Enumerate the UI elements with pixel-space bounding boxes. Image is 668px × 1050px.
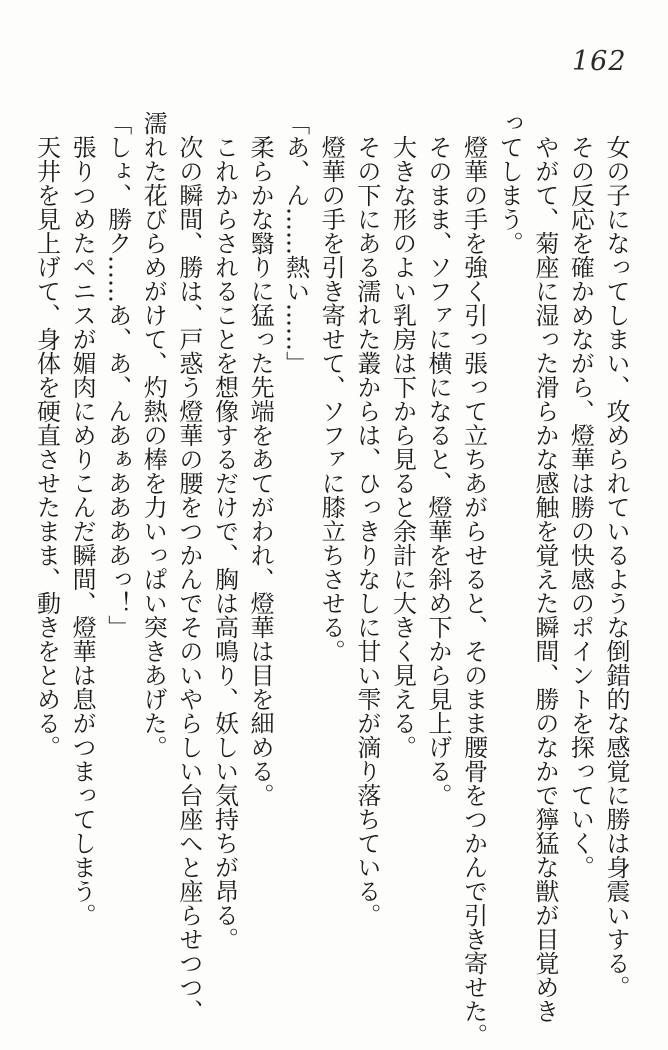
text-line: 大きな形のよい乳房は下から見ると余計に大きく見える。 — [388, 111, 417, 759]
text-line: 天井を見上げて、身体を硬直させたまま、動きをとめる。 — [32, 111, 61, 759]
text-line: その反応を確かめながら、燈華は勝の快感のポイントを探っていく。 — [566, 111, 595, 879]
text-line: 次の瞬間、勝は、戸惑う燈華の腰をつかんでそのいやらしい台座へと座らせつつ、 — [174, 111, 203, 1023]
text-line: 燈華の手を引き寄せて、ソファに膝立ちさせる。 — [317, 111, 346, 663]
text-line: 濡れた花びらめがけて、灼熱の棒を力いっぱい突きあげた。 — [139, 111, 168, 759]
text-line: 「あ、ん……熱い……」 — [281, 111, 310, 375]
text-line: これからされることを想像するだけで、胸は高鳴り、妖しい気持ちが昂る。 — [210, 111, 239, 951]
text-line: 燈華の手を強く引っ張って立ちあがらせると、そのまま腰骨をつかんで引き寄せた。 — [459, 111, 488, 1047]
text-line: やがて、菊座に湿った滑らかな感触を覚えた瞬間、勝のなかで獰猛な獣が目覚めき — [530, 111, 559, 1023]
text-line: ってしまう。 — [495, 111, 524, 255]
text-line: その下にある濡れた叢からは、ひっきりなしに甘い雫が滴り落ちている。 — [352, 111, 381, 927]
page-number: 162 — [572, 46, 627, 77]
text-line: 張りつめたペニスが媚肉にめりこんだ瞬間、燈華は息がつまってしまう。 — [68, 111, 97, 927]
text-line: 「しょ、勝ク……あ、あ、んあぁああああっ！」 — [103, 111, 132, 639]
text-block — [28, 111, 633, 1047]
text-line: 柔らかな翳りに猛った先端をあてがわれ、燈華は目を細める。 — [246, 111, 275, 807]
text-line: そのまま、ソファに横になると、燈華を斜め下から見上げる。 — [424, 111, 453, 807]
text-line: 女の子になってしまい、攻められているような倒錯的な感覚に勝は身震いする。 — [602, 111, 630, 999]
